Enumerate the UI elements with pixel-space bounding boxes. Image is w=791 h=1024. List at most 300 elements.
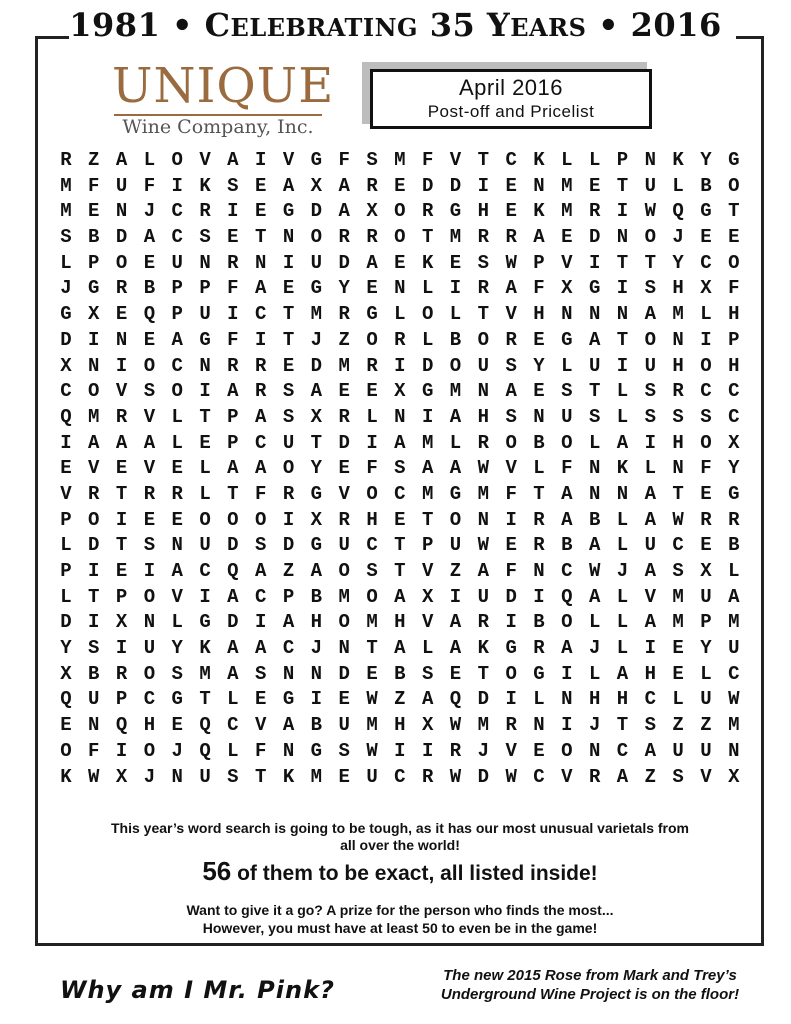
grid-letter: H: [394, 611, 406, 634]
prize-line-2: However, you must have at least 50 to even be in the game!: [202, 920, 598, 936]
grid-letter: V: [143, 405, 156, 428]
grid-letter: O: [421, 303, 434, 326]
grid-letter: E: [561, 226, 573, 249]
grid-letter: A: [644, 482, 656, 505]
grid-letter: L: [672, 688, 684, 711]
pricelist-box: [370, 69, 652, 129]
grid-letter: A: [171, 328, 183, 351]
grid-letter: C: [561, 560, 573, 582]
grid-letter: X: [60, 354, 72, 377]
rose-line-2: Underground Wine Project is on the floor!: [440, 986, 740, 1003]
grid-letter: G: [728, 149, 740, 171]
grid-letter: P: [171, 303, 183, 326]
grid-letter: O: [561, 739, 573, 762]
grid-letter: D: [477, 688, 490, 711]
grid-letter: O: [171, 380, 183, 403]
grid-letter: L: [171, 611, 183, 634]
grid-letter: S: [255, 534, 267, 557]
grid-letter: L: [421, 637, 434, 660]
grid-letter: I: [644, 637, 656, 660]
grid-letter: R: [60, 149, 72, 171]
grid-letter: L: [616, 534, 629, 557]
banner-title-initial-2: Y: [486, 6, 511, 44]
grid-letter: R: [449, 739, 462, 762]
grid-letter: D: [60, 328, 72, 351]
grid-letter: C: [255, 303, 267, 326]
grid-row: [52, 225, 748, 251]
grid-letter: X: [561, 277, 573, 300]
grid-letter: N: [616, 482, 629, 505]
grid-letter: A: [421, 457, 434, 480]
intro-line-1: This year’s word search is going to be tough, as it has our most unusual varietals from: [110, 820, 689, 836]
grid-letter: S: [255, 662, 267, 685]
grid-letter: G: [421, 380, 434, 403]
grid-letter: N: [199, 251, 211, 274]
banner-title-initial-1: C: [204, 6, 231, 44]
grid-letter: L: [561, 149, 573, 171]
grid-letter: H: [143, 714, 156, 737]
grid-letter: I: [561, 662, 573, 685]
grid-letter: S: [366, 149, 378, 171]
grid-letter: I: [199, 585, 211, 608]
grid-letter: L: [616, 380, 629, 403]
grid-letter: B: [533, 611, 545, 634]
grid-letter: U: [143, 637, 156, 660]
grid-letter: Q: [561, 585, 573, 608]
grid-letter: W: [644, 200, 656, 223]
grid-letter: K: [533, 149, 545, 171]
grid-letter: R: [338, 508, 350, 531]
grid-letter: U: [366, 765, 378, 788]
grid-letter: O: [171, 149, 183, 171]
grid-letter: U: [477, 585, 490, 608]
grid-letter: E: [505, 174, 517, 197]
grid-letter: O: [366, 482, 378, 505]
grid-letter: J: [477, 739, 490, 762]
grid-letter: O: [644, 328, 656, 351]
grid-letter: I: [421, 739, 434, 762]
grid-row: [52, 662, 748, 688]
grid-letter: F: [421, 149, 434, 171]
grid-letter: R: [421, 200, 434, 223]
grid-letter: E: [449, 662, 462, 685]
grid-letter: C: [728, 380, 740, 403]
grid-letter: I: [171, 174, 183, 197]
grid-letter: N: [171, 765, 183, 788]
grid-letter: D: [227, 534, 239, 557]
grid-letter: D: [282, 534, 295, 557]
grid-letter: U: [338, 534, 350, 557]
grid-letter: M: [421, 482, 434, 505]
grid-letter: F: [338, 149, 350, 171]
grid-letter: Y: [171, 637, 183, 660]
grid-letter: S: [227, 765, 239, 788]
grid-letter: K: [533, 200, 545, 223]
grid-letter: C: [60, 380, 72, 403]
grid-letter: L: [700, 303, 712, 326]
grid-letter: O: [394, 226, 406, 249]
grid-letter: I: [616, 354, 629, 377]
banner-title-rest-2: EARS: [510, 13, 587, 42]
grid-letter: A: [394, 637, 406, 660]
grid-letter: D: [310, 200, 323, 223]
grid-letter: I: [449, 277, 462, 300]
grid-letter: R: [700, 508, 712, 531]
grid-letter: H: [588, 688, 601, 711]
grid-letter: I: [561, 714, 573, 737]
grid-letter: B: [561, 534, 573, 557]
grid-row: [52, 739, 748, 765]
grid-letter: A: [255, 637, 267, 660]
grid-letter: A: [227, 637, 239, 660]
grid-letter: E: [700, 226, 712, 249]
grid-letter: U: [588, 354, 601, 377]
grid-letter: A: [588, 585, 601, 608]
grid-letter: R: [588, 765, 601, 788]
grid-letter: A: [227, 457, 239, 480]
grid-letter: L: [199, 457, 211, 480]
grid-letter: Z: [644, 765, 656, 788]
grid-letter: O: [449, 354, 462, 377]
grid-letter: L: [588, 431, 601, 454]
grid-letter: G: [310, 739, 323, 762]
grid-letter: Z: [282, 560, 295, 582]
grid-row: [52, 610, 748, 636]
grid-letter: D: [115, 226, 128, 249]
grid-letter: I: [88, 611, 100, 634]
prize-line-1: Want to give it a go? A prize for the person who finds the most...: [186, 902, 614, 918]
grid-letter: V: [88, 457, 100, 480]
grid-letter: L: [561, 354, 573, 377]
grid-letter: E: [171, 508, 183, 531]
grid-letter: T: [115, 482, 128, 505]
grid-letter: D: [338, 431, 350, 454]
grid-letter: L: [171, 431, 183, 454]
grid-letter: L: [672, 174, 684, 197]
grid-letter: W: [728, 688, 740, 711]
grid-letter: Z: [394, 688, 406, 711]
grid-letter: L: [616, 637, 629, 660]
grid-letter: R: [227, 251, 239, 274]
grid-letter: T: [88, 585, 100, 608]
grid-letter: Q: [672, 200, 684, 223]
grid-letter: R: [88, 482, 100, 505]
grid-letter: X: [310, 508, 323, 531]
grid-letter: F: [227, 277, 239, 300]
grid-letter: S: [561, 380, 573, 403]
grid-letter: D: [227, 611, 239, 634]
grid-letter: L: [366, 405, 378, 428]
grid-letter: T: [366, 637, 378, 660]
grid-letter: I: [115, 739, 128, 762]
grid-letter: O: [88, 380, 100, 403]
grid-letter: A: [588, 534, 601, 557]
grid-letter: F: [700, 457, 712, 480]
grid-letter: L: [60, 534, 72, 557]
grid-letter: V: [449, 149, 462, 171]
grid-letter: O: [143, 739, 156, 762]
grid-letter: X: [310, 174, 323, 197]
grid-letter: E: [366, 662, 378, 685]
grid-letter: M: [366, 714, 378, 737]
grid-letter: V: [60, 482, 72, 505]
grid-letter: D: [338, 251, 350, 274]
grid-letter: I: [255, 149, 267, 171]
banner-year-start: 1981: [69, 6, 161, 44]
grid-letter: J: [60, 277, 72, 300]
grid-letter: L: [421, 277, 434, 300]
grid-letter: L: [588, 662, 601, 685]
grid-letter: G: [199, 328, 211, 351]
grid-letter: E: [255, 174, 267, 197]
grid-letter: A: [533, 226, 545, 249]
grid-letter: J: [616, 560, 629, 582]
grid-letter: K: [199, 637, 211, 660]
grid-letter: A: [449, 405, 462, 428]
grid-letter: S: [227, 174, 239, 197]
grid-letter: R: [728, 508, 740, 531]
grid-letter: V: [282, 149, 295, 171]
grid-letter: G: [310, 482, 323, 505]
grid-letter: O: [338, 611, 350, 634]
grid-letter: N: [533, 560, 545, 582]
grid-letter: F: [505, 482, 517, 505]
grid-letter: R: [143, 482, 156, 505]
grid-letter: A: [255, 560, 267, 582]
grid-letter: Y: [310, 457, 323, 480]
grid-letter: J: [672, 226, 684, 249]
grid-letter: F: [255, 482, 267, 505]
banner-separator-1: •: [171, 6, 193, 44]
grid-letter: E: [171, 457, 183, 480]
grid-letter: O: [143, 354, 156, 377]
grid-letter: S: [505, 354, 517, 377]
grid-letter: B: [533, 431, 545, 454]
grid-letter: O: [115, 251, 128, 274]
grid-letter: N: [282, 739, 295, 762]
grid-letter: N: [199, 354, 211, 377]
grid-letter: I: [227, 303, 239, 326]
grid-letter: I: [227, 200, 239, 223]
grid-letter: E: [115, 457, 128, 480]
grid-letter: C: [533, 765, 545, 788]
grid-letter: N: [561, 303, 573, 326]
grid-letter: H: [644, 662, 656, 685]
grid-letter: G: [282, 688, 295, 711]
grid-letter: G: [310, 277, 323, 300]
grid-letter: O: [561, 431, 573, 454]
grid-letter: R: [366, 354, 378, 377]
grid-letter: Y: [338, 277, 350, 300]
grid-letter: I: [255, 328, 267, 351]
grid-letter: O: [310, 226, 323, 249]
grid-letter: I: [505, 508, 517, 531]
grid-letter: L: [60, 585, 72, 608]
grid-letter: W: [366, 688, 378, 711]
grid-letter: E: [394, 251, 406, 274]
grid-letter: G: [588, 277, 601, 300]
grid-letter: J: [310, 637, 323, 660]
grid-letter: O: [143, 662, 156, 685]
grid-letter: M: [338, 354, 350, 377]
grid-letter: T: [310, 431, 323, 454]
grid-letter: E: [366, 277, 378, 300]
grid-letter: Q: [199, 714, 211, 737]
grid-letter: V: [700, 765, 712, 788]
grid-letter: U: [310, 251, 323, 274]
grid-letter: V: [561, 251, 573, 274]
grid-letter: G: [199, 611, 211, 634]
grid-letter: N: [728, 739, 740, 762]
grid-letter: P: [60, 508, 72, 531]
grid-letter: E: [171, 714, 183, 737]
mr-pink-tagline: Why am I Mr. Pink?: [60, 976, 335, 1004]
grid-letter: L: [588, 611, 601, 634]
grid-letter: Z: [449, 560, 462, 582]
grid-letter: P: [616, 149, 629, 171]
grid-row: [52, 174, 748, 200]
grid-letter: I: [421, 405, 434, 428]
grid-letter: M: [394, 149, 406, 171]
grid-letter: J: [588, 714, 601, 737]
grid-letter: F: [227, 328, 239, 351]
grid-letter: S: [338, 739, 350, 762]
grid-letter: I: [394, 354, 406, 377]
grid-letter: C: [728, 405, 740, 428]
grid-letter: O: [338, 560, 350, 582]
grid-letter: H: [477, 405, 490, 428]
grid-row: [52, 482, 748, 508]
grid-letter: L: [616, 611, 629, 634]
grid-letter: V: [505, 739, 517, 762]
grid-letter: P: [282, 585, 295, 608]
grid-row: [52, 276, 748, 302]
grid-letter: F: [88, 739, 100, 762]
grid-letter: W: [477, 457, 490, 480]
grid-letter: E: [282, 354, 295, 377]
grid-letter: B: [143, 277, 156, 300]
grid-letter: O: [700, 431, 712, 454]
grid-letter: F: [366, 457, 378, 480]
grid-letter: S: [421, 662, 434, 685]
grid-letter: T: [421, 508, 434, 531]
grid-letter: U: [700, 739, 712, 762]
grid-letter: A: [366, 251, 378, 274]
banner-separator-2: •: [598, 6, 620, 44]
grid-letter: U: [700, 585, 712, 608]
grid-letter: T: [255, 765, 267, 788]
grid-letter: A: [88, 431, 100, 454]
grid-letter: M: [199, 662, 211, 685]
grid-letter: U: [644, 354, 656, 377]
grid-letter: N: [561, 688, 573, 711]
grid-letter: T: [616, 174, 629, 197]
grid-letter: F: [255, 739, 267, 762]
grid-letter: P: [88, 251, 100, 274]
grid-letter: N: [282, 226, 295, 249]
grid-letter: X: [700, 277, 712, 300]
grid-letter: O: [366, 328, 378, 351]
grid-letter: T: [588, 380, 601, 403]
grid-letter: I: [115, 508, 128, 531]
grid-letter: J: [143, 200, 156, 223]
grid-letter: Z: [88, 149, 100, 171]
grid-letter: N: [616, 303, 629, 326]
grid-letter: E: [533, 328, 545, 351]
grid-letter: B: [728, 534, 740, 557]
grid-letter: W: [505, 765, 517, 788]
grid-letter: R: [533, 637, 545, 660]
grid-letter: X: [115, 611, 128, 634]
grid-letter: N: [115, 328, 128, 351]
grid-letter: T: [616, 328, 629, 351]
grid-letter: E: [338, 688, 350, 711]
grid-letter: W: [477, 534, 490, 557]
grid-row: [52, 302, 748, 328]
intro-text: [60, 820, 740, 854]
grid-letter: I: [366, 431, 378, 454]
grid-letter: U: [338, 714, 350, 737]
grid-letter: R: [282, 482, 295, 505]
grid-letter: I: [115, 637, 128, 660]
grid-letter: C: [672, 534, 684, 557]
grid-letter: V: [255, 714, 267, 737]
grid-letter: A: [143, 431, 156, 454]
grid-letter: M: [310, 303, 323, 326]
grid-letter: A: [227, 585, 239, 608]
grid-letter: H: [394, 714, 406, 737]
grid-letter: T: [477, 303, 490, 326]
grid-letter: B: [700, 174, 712, 197]
grid-letter: A: [227, 662, 239, 685]
grid-letter: A: [143, 226, 156, 249]
grid-letter: F: [143, 174, 156, 197]
grid-letter: V: [421, 611, 434, 634]
grid-letter: I: [60, 431, 72, 454]
grid-letter: A: [282, 174, 295, 197]
grid-letter: A: [227, 380, 239, 403]
grid-letter: S: [171, 662, 183, 685]
grid-row: [52, 765, 748, 791]
grid-letter: E: [115, 560, 128, 582]
grid-letter: G: [449, 200, 462, 223]
grid-letter: H: [533, 303, 545, 326]
grid-letter: G: [700, 200, 712, 223]
grid-letter: H: [477, 200, 490, 223]
grid-letter: E: [533, 739, 545, 762]
grid-letter: W: [88, 765, 100, 788]
grid-letter: P: [700, 611, 712, 634]
grid-letter: A: [449, 457, 462, 480]
grid-letter: X: [115, 765, 128, 788]
grid-letter: S: [672, 560, 684, 582]
grid-letter: R: [199, 200, 211, 223]
grid-row: [52, 585, 748, 611]
grid-letter: O: [728, 174, 740, 197]
grid-row: [52, 251, 748, 277]
grid-letter: V: [115, 380, 128, 403]
grid-letter: N: [310, 662, 323, 685]
grid-letter: E: [672, 662, 684, 685]
grid-letter: U: [644, 534, 656, 557]
grid-letter: E: [672, 637, 684, 660]
grid-letter: U: [115, 174, 128, 197]
grid-letter: T: [477, 149, 490, 171]
grid-letter: S: [644, 714, 656, 737]
grid-letter: N: [616, 226, 629, 249]
grid-letter: E: [533, 380, 545, 403]
grid-letter: Z: [672, 714, 684, 737]
